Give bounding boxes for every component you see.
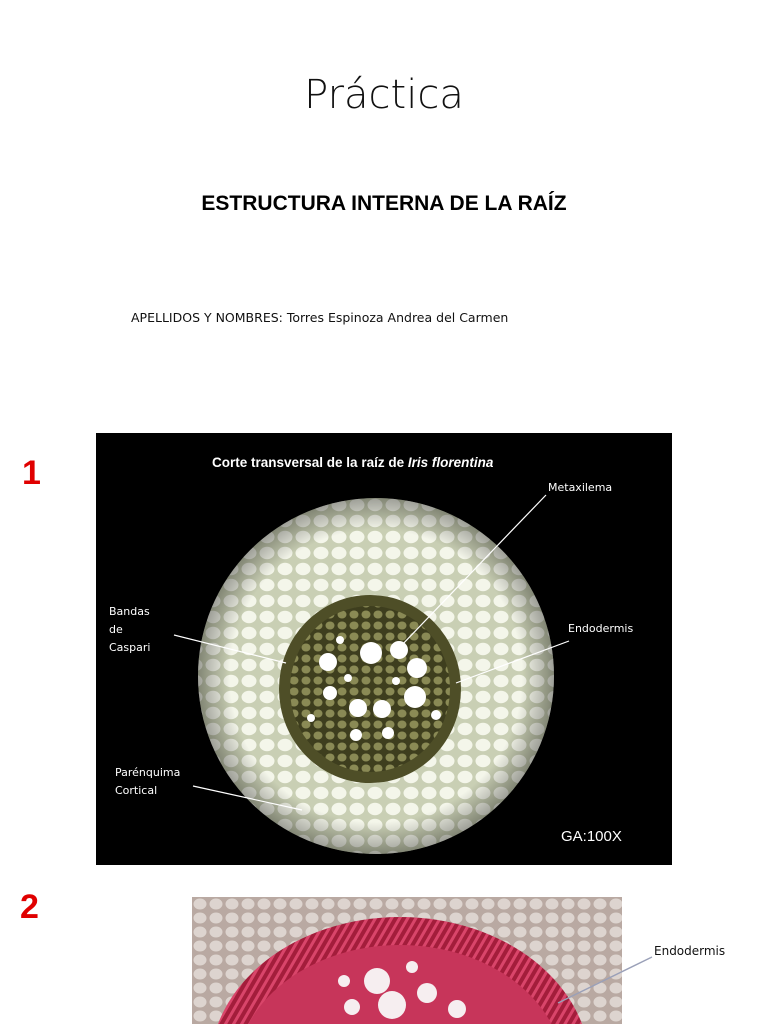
figure-1-caption: Corte transversal de la raíz de Iris florentina [212, 455, 494, 470]
page-subtitle: ESTRUCTURA INTERNA DE LA RAÍZ [201, 192, 567, 215]
label-caspari: Caspari [109, 641, 151, 654]
label-parenquima: Parénquima [115, 766, 181, 779]
leader-endodermis-2 [552, 955, 654, 1007]
student-name: APELLIDOS Y NOMBRES: Torres Espinoza Andrea del Carmen [131, 310, 509, 325]
label-bandas: Bandas [109, 605, 150, 618]
page-title: Práctica [304, 72, 464, 118]
micrograph-figure-1 [96, 433, 672, 865]
label-metaxilema: Metaxilema [548, 481, 613, 494]
label-endodermis-2: Endodermis [654, 944, 726, 958]
stele-tissue [290, 606, 450, 772]
label-cortical: Cortical [115, 784, 158, 797]
figure-number-1: 1 [22, 454, 41, 492]
magnification-label: GA:100X [561, 828, 622, 845]
label-de: de [109, 623, 123, 636]
figure-number-2: 2 [20, 888, 39, 926]
label-endodermis: Endodermis [568, 622, 634, 635]
